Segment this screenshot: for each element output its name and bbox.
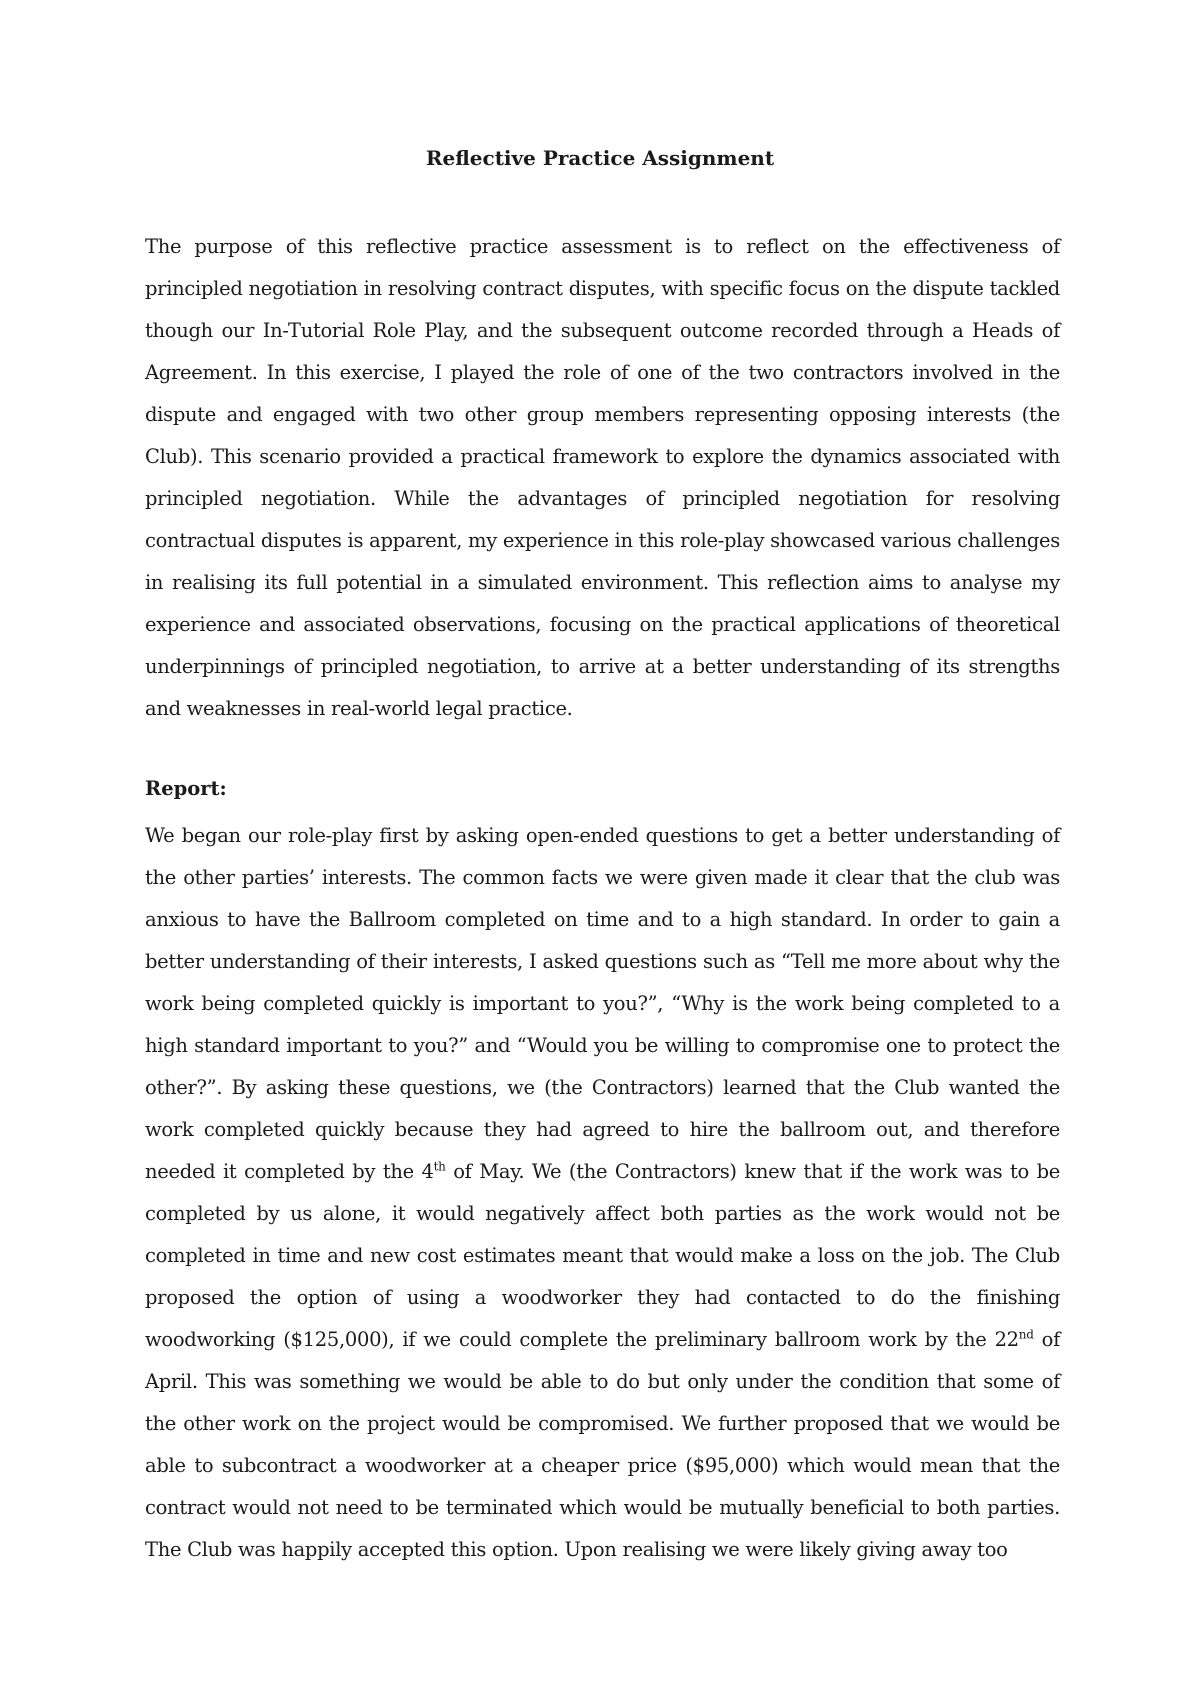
report-heading: Report: bbox=[145, 777, 227, 800]
document-title: Reflective Practice Assignment bbox=[425, 146, 775, 170]
intro-paragraph bbox=[145, 226, 1060, 730]
ordinal-suffix-4th: th bbox=[433, 1159, 446, 1174]
report-text-part1: We began our role-play first by asking open-ended questions to get a better understanding of the other parties’ interests. The common facts we were given made it clear that the club was anxious to have the Ballroom completed on time and to a high standard. In order to gain a better understanding of their interests, I asked questions such as “Tell me more about why the work being completed quickly is important to you?”, “Why is the work being completed to a high standard important to you?” and “Would you be willing to compromise one to protect the other?”. By asking these questions, we (the Contractors) learned that the Club wanted the work completed quickly because they had agreed to hire the ballroom out, and therefore needed it completed by the 4 bbox=[145, 824, 1060, 1183]
report-paragraph bbox=[145, 815, 1060, 1571]
intro-text: The purpose of this reflective practice assessment is to reflect on the effectiveness of principled negotiation in resolving contract disputes, with specific focus on the dispute tackled though our In-Tutorial Role Play, and the subsequent outcome recorded through a Heads of Agreement. In this exercise, I played the role of one of the two contractors involved in the dispute and engaged with two other group members representing opposing interests (the Club). This scenario provided a practical framework to explore the dynamics associated with principled negotiation. While the advantages of principled negotiation for resolving contractual disputes is apparent, my experience in this role-play showcased various challenges in realising its full potential in a simulated environment. This reflection aims to analyse my experience and associated observations, focusing on the practical applications of theoretical underpinnings of principled negotiation, to arrive at a better understanding of its strengths and weaknesses in real-world legal practice. bbox=[145, 235, 1060, 720]
ordinal-suffix-22nd: nd bbox=[1018, 1327, 1034, 1342]
report-text bbox=[145, 815, 1060, 1571]
report-text-part2: of May. We (the Contractors) knew that if the work was to be completed by us alone, it would negatively affect both parties as the work would not be completed in time and new cost estimates meant that would make a loss on the job. The Club proposed the option of using a woodworker they had contacted to do the finishing woodworking ($125,000), if we could complete the preliminary ballroom work by the 22 bbox=[145, 1160, 1061, 1351]
report-text-part3: of April. This was something we would be able to do but only under the condition that some of the other work on the project would be compromised. We further proposed that we would be able to subcontract a woodworker at a cheaper price ($95,000) which would mean that the contract would not need to be terminated which would be mutually beneficial to both parties. The Club was happily accepted this option. Upon realising we were likely giving away too bbox=[145, 1328, 1060, 1561]
